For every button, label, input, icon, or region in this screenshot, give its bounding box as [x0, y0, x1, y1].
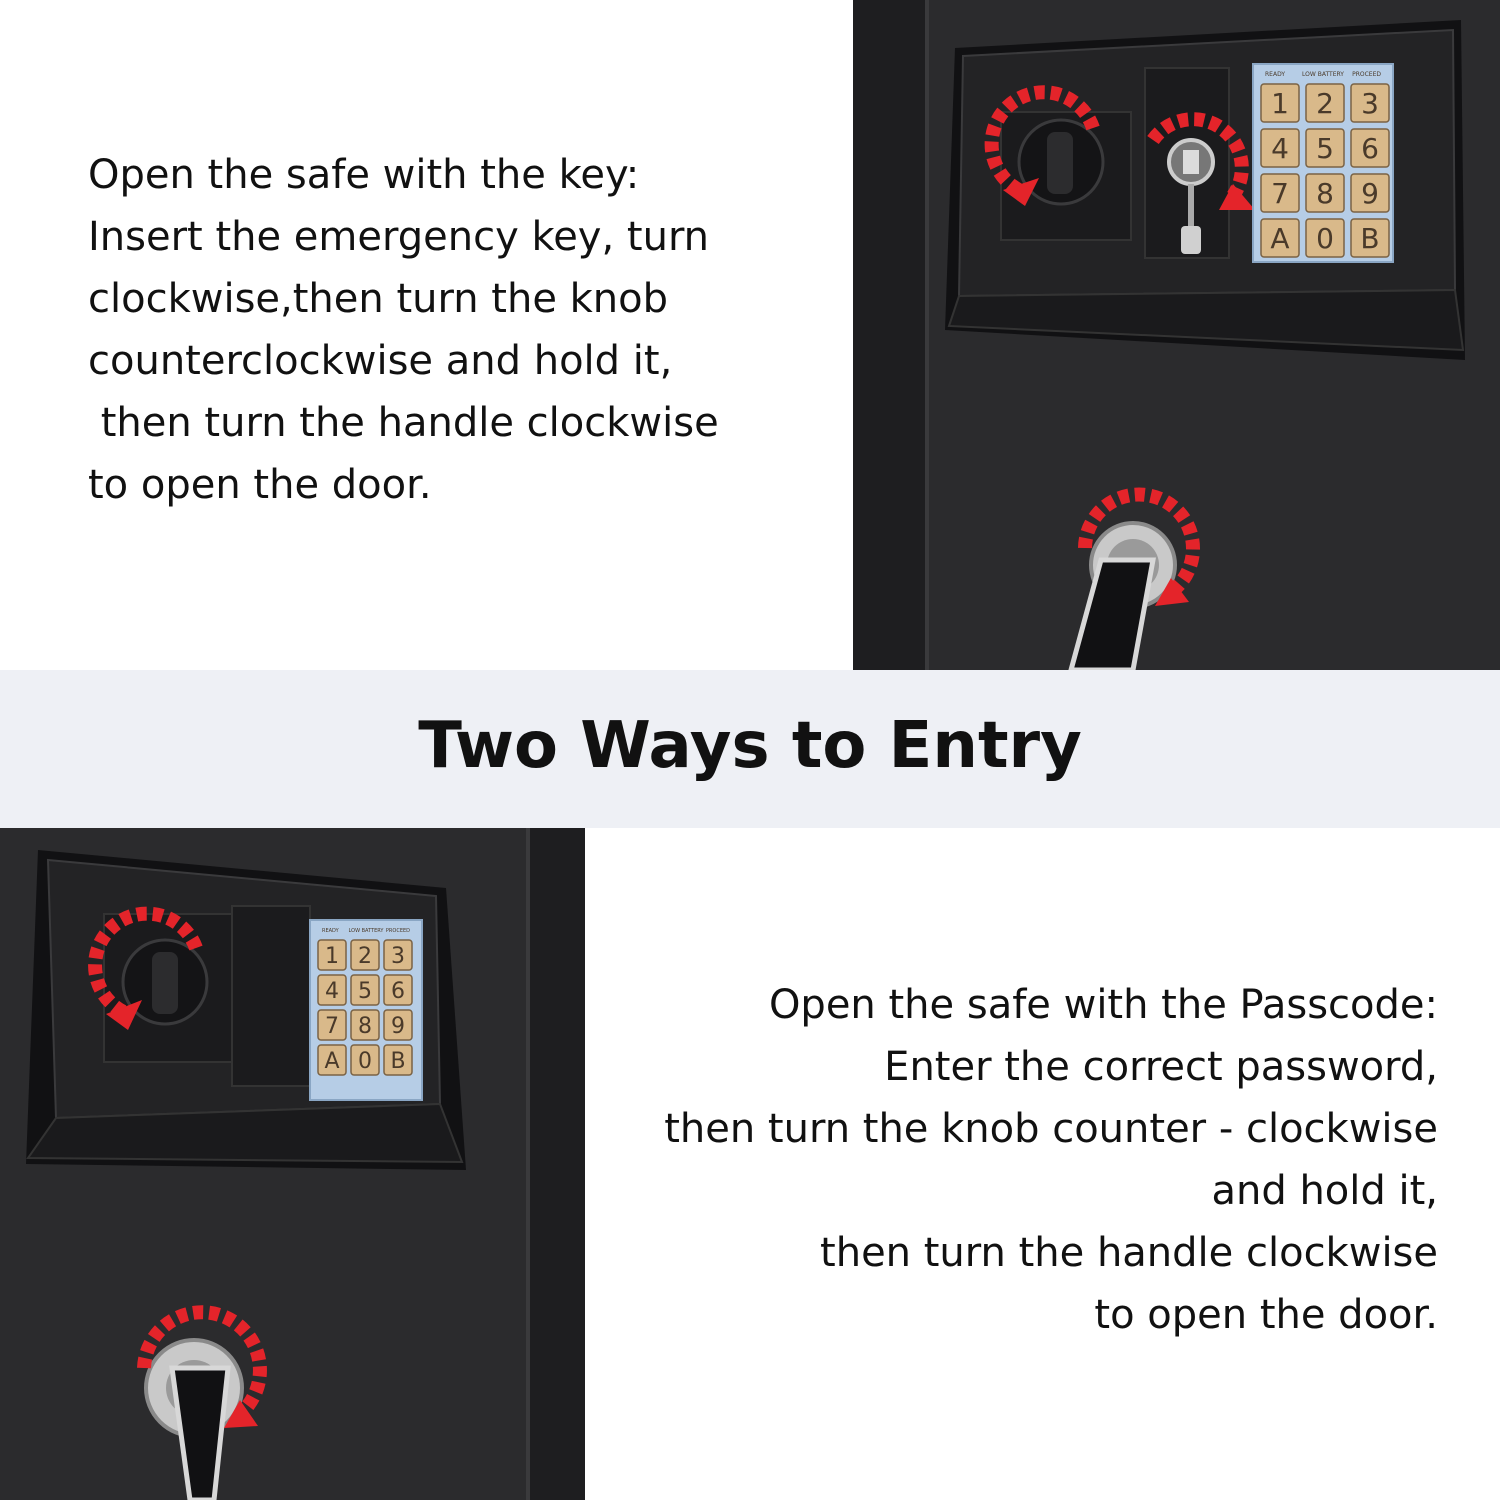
key-icon [1181, 226, 1201, 254]
keypad-key-label: B [1360, 222, 1380, 256]
keypad-key-label: 6 [1361, 132, 1379, 166]
keypad-key-label: 9 [1361, 177, 1379, 211]
keypad [310, 920, 422, 1100]
passcode-method-instructions [664, 974, 1438, 1346]
passcode-method-heading: Open the safe with the Passcode: [768, 982, 1438, 1028]
key-method-line: counterclockwise and hold it, [88, 338, 673, 384]
key-method-line: to open the door. [88, 462, 432, 508]
keypad-key-label: 4 [325, 978, 339, 1004]
keypad-key-label: 5 [358, 978, 372, 1004]
passcode-method-line: then turn the handle clockwise [820, 1230, 1438, 1276]
keypad-key-label: 8 [1316, 177, 1334, 211]
keypad-key-label: 2 [1316, 87, 1334, 121]
keypad-key-label: 8 [358, 1013, 372, 1039]
keypad-indicator-label: LOW BATTERY [348, 928, 384, 934]
keypad-key-label: A [1270, 222, 1290, 256]
keypad-key-label: 3 [391, 943, 405, 969]
keypad-key-label: 2 [358, 943, 372, 969]
passcode-method-line: Enter the correct password, [884, 1044, 1438, 1090]
safe-illustration-passcode [0, 828, 585, 1500]
keypad-key-label: 4 [1271, 132, 1289, 166]
safe-illustration-key [853, 0, 1500, 670]
passcode-method-line: to open the door. [1094, 1292, 1438, 1338]
keypad-key-label: 1 [325, 943, 339, 969]
keypad-key-label: B [390, 1048, 406, 1074]
key-method-heading: Open the safe with the key: [88, 152, 640, 198]
key-method-line: clockwise,then turn the knob [88, 276, 669, 322]
keypad-key-label: 7 [325, 1013, 339, 1039]
keypad-key-label: 0 [1316, 222, 1334, 256]
page-title: Two Ways to Entry [418, 709, 1082, 783]
keypad-key-label: 7 [1271, 177, 1289, 211]
keypad-indicator-label: READY [1265, 71, 1286, 78]
keypad [1253, 64, 1393, 262]
keypad-key-label: 0 [358, 1048, 372, 1074]
keypad-key-label: 5 [1316, 132, 1334, 166]
passcode-method-line: and hold it, [1211, 1168, 1438, 1214]
keypad-indicator-label: PROCEED [385, 928, 410, 934]
keypad-key-label: 6 [391, 978, 405, 1004]
keypad-key-label: 9 [391, 1013, 405, 1039]
key-method-line: then turn the handle clockwise [88, 400, 719, 446]
keypad-key-label: A [324, 1048, 340, 1074]
keypad-key-label: 1 [1271, 87, 1289, 121]
keypad-indicator-label: PROCEED [1352, 71, 1381, 78]
key-method-line: Insert the emergency key, turn [88, 214, 710, 260]
keypad-key-label: 3 [1361, 87, 1379, 121]
passcode-method-line: then turn the knob counter - clockwise [664, 1106, 1438, 1152]
key-method-instructions [88, 144, 719, 516]
keypad-indicator-label: READY [322, 928, 339, 934]
keypad-indicator-label: LOW BATTERY [1302, 71, 1344, 78]
